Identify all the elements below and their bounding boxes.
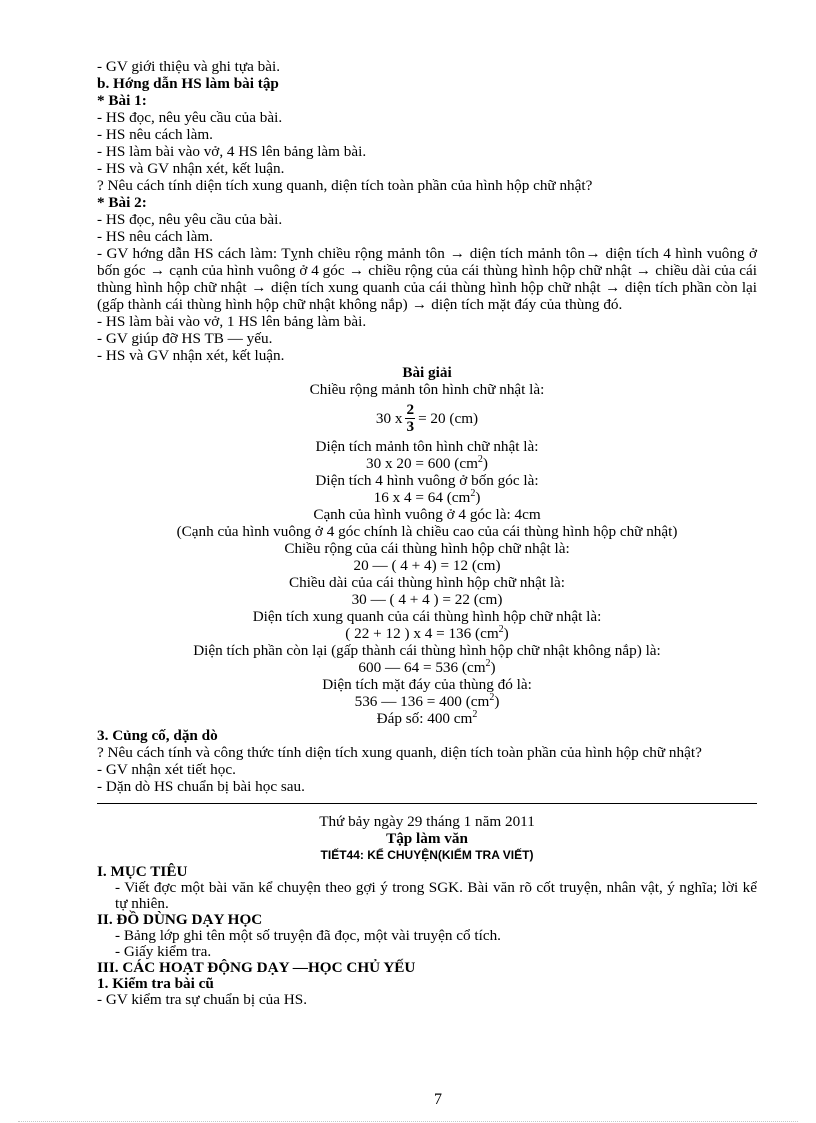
bai2-title: * Bài 2:: [97, 194, 147, 211]
solution-title: Bài giải: [402, 364, 452, 381]
bai2-guide-paragraph: [97, 245, 757, 313]
review-line: - GV kiểm tra sự chuẩn bị của HS.: [97, 991, 307, 1008]
guide-part: diện tích mặt đáy của thùng đó.: [431, 296, 623, 313]
fraction-equation: [97, 398, 757, 438]
solution-line: 30 x 20 = 600 $(cm^2)$: [366, 453, 488, 472]
materials-line: - Bảng lớp ghi tên một số truyện đã đọc, một vài truyện cổ tích.: [115, 927, 501, 944]
lesson-title: TIẾT44: KỂ CHUYỆN(KIỂM TRA VIẾT): [320, 848, 534, 862]
solution-line: 600 — 64 = 536 $(cm^2)$: [358, 657, 496, 676]
section-b-heading: b. Hớng dẫn HS làm bài tập: [97, 75, 279, 92]
guide-part: diện tích mảnh tôn: [469, 245, 586, 262]
arrow-icon: →: [585, 245, 601, 262]
fraction-numerator: 2: [406, 400, 415, 418]
bai1-line: - HS đọc, nêu yêu cầu của bài.: [97, 109, 283, 126]
solution-line: Diện tích xung quanh của cái thùng hình hộp chữ nhật là:: [252, 608, 602, 625]
guide-part: chiều rộng của cái thùng hình hộp chữ nhật: [368, 262, 632, 279]
bai1-question: ? Nêu cách tính diện tích xung quanh, diện tích toàn phần của hình hộp chữ nhật?: [97, 177, 593, 194]
bottom-dotted-border: [18, 1121, 798, 1122]
activities-heading: III. CÁC HOẠT ĐỘNG DẠY —HỌC CHỦ YẾU: [97, 959, 416, 976]
solution-line: Chiều rộng của cái thùng hình hộp chữ nhật là:: [284, 540, 570, 557]
materials-heading: II. ĐỒ DÙNG DẠY HỌC: [97, 911, 263, 928]
solution-line: Diện tích mảnh tôn hình chữ nhật là:: [315, 438, 539, 455]
section-3-heading: 3. Củng cố, dặn dò: [97, 727, 218, 744]
solution-answer: Đáp số: 400 $cm^2$: [376, 708, 478, 727]
guide-part: - GV hớng dẫn HS cách làm: Tỵnh chiều rộng mảnh tôn: [97, 245, 445, 262]
bai2-line: - HS làm bài vào vở, 1 HS lên bảng làm bài.: [97, 313, 367, 330]
intro-line: - GV giới thiệu và ghi tựa bài.: [97, 58, 281, 75]
materials-line: - Giấy kiểm tra.: [115, 943, 212, 960]
guide-part: cạnh của hình vuông ở 4 góc: [169, 262, 345, 279]
horizontal-divider: [97, 803, 757, 804]
solution-line: 30 — ( 4 + 4 ) = 22 (cm): [351, 591, 503, 608]
arrow-icon: →: [348, 262, 364, 279]
guide-part: diện tích 4 hình vuông ở bốn góc: [97, 245, 758, 279]
arrow-icon: →: [605, 279, 621, 296]
section-3-line: - GV nhận xét tiết học.: [97, 761, 236, 778]
section-3-line: - Dặn dò HS chuẩn bị bài học sau.: [97, 778, 305, 795]
arrow-icon: →: [251, 279, 267, 296]
solution-line: Chiều dài của cái thùng hình hộp chữ nhật là:: [288, 574, 566, 591]
guide-part: diện tích xung quanh của cái thùng hình hộp chữ nhật: [270, 279, 601, 296]
document-page: [97, 58, 757, 1008]
arrow-icon: →: [449, 245, 465, 262]
arrow-icon: →: [635, 262, 652, 279]
solution-line: ( 22 + 12 ) x 4 = 136 $(cm^2)$: [345, 623, 509, 642]
objectives-text: - Viết đợc một bài văn kể chuyện theo gợi ý trong SGK. Bài văn rõ cốt truyện, nhân vật, ý nghĩa; lời kể tự nhiên.: [115, 879, 757, 912]
bai1-title: * Bài 1:: [97, 92, 147, 109]
section-3-question: ? Nêu cách tính và công thức tính diện tích xung quanh, diện tích toàn phần của hình hộp chữ nhật?: [97, 744, 702, 761]
solution-line: 16 x 4 = 64 $(cm^2)$: [373, 487, 481, 506]
solution-line: 536 — 136 = 400 $(cm^2)$: [354, 691, 500, 710]
solution-line: Diện tích phần còn lại (gấp thành cái thùng hình hộp chữ nhật không nắp) là:: [193, 642, 661, 659]
bai2-line: - HS nêu cách làm.: [97, 228, 213, 245]
solution-line: 20 — ( 4 + 4) = 12 (cm): [353, 557, 501, 574]
bai2-line: - GV giúp đỡ HS TB — yếu.: [97, 330, 273, 347]
bai2-line: - HS đọc, nêu yêu cầu của bài.: [97, 211, 283, 228]
solution-line: Diện tích 4 hình vuông ở bốn góc là:: [315, 472, 539, 489]
arrow-icon: →: [411, 296, 428, 313]
fraction: [405, 402, 415, 435]
review-heading: 1. Kiểm tra bài cũ: [97, 975, 214, 992]
guide-part: diện tích phần còn lại (gấp thành cái thùng hình hộp chữ nhật không nắp): [97, 279, 758, 313]
bai1-line: - HS làm bài vào vở, 4 HS lên bảng làm bài.: [97, 143, 367, 160]
lesson-subject: Tập làm văn: [386, 830, 468, 847]
objectives-heading: I. MỤC TIÊU: [97, 863, 188, 880]
arrow-icon: →: [149, 262, 165, 279]
fraction-suffix: = 20 (cm): [418, 409, 479, 427]
page-number: 7: [434, 1091, 442, 1108]
bai1-line: - HS và GV nhận xét, kết luận.: [97, 160, 285, 177]
fraction-denominator: 3: [406, 417, 415, 435]
bai1-line: - HS nêu cách làm.: [97, 126, 213, 143]
fraction-prefix: 30 x: [375, 409, 403, 427]
solution-line: Cạnh của hình vuông ở 4 góc là: 4cm: [313, 506, 541, 523]
lesson-date: Thứ bảy ngày 29 tháng 1 năm 2011: [319, 813, 535, 830]
solution-line: (Cạnh của hình vuông ở 4 góc chính là chiều cao của cái thùng hình hộp chữ nhật): [176, 523, 678, 540]
solution-line: Diện tích mặt đáy của thùng đó là:: [322, 676, 532, 693]
solution-line: Chiều rộng mảnh tôn hình chữ nhật là:: [309, 381, 545, 398]
bai2-line: - HS và GV nhận xét, kết luận.: [97, 347, 285, 364]
guide-part: chiều dài của cái thùng hình hộp chữ nhật: [97, 262, 758, 296]
